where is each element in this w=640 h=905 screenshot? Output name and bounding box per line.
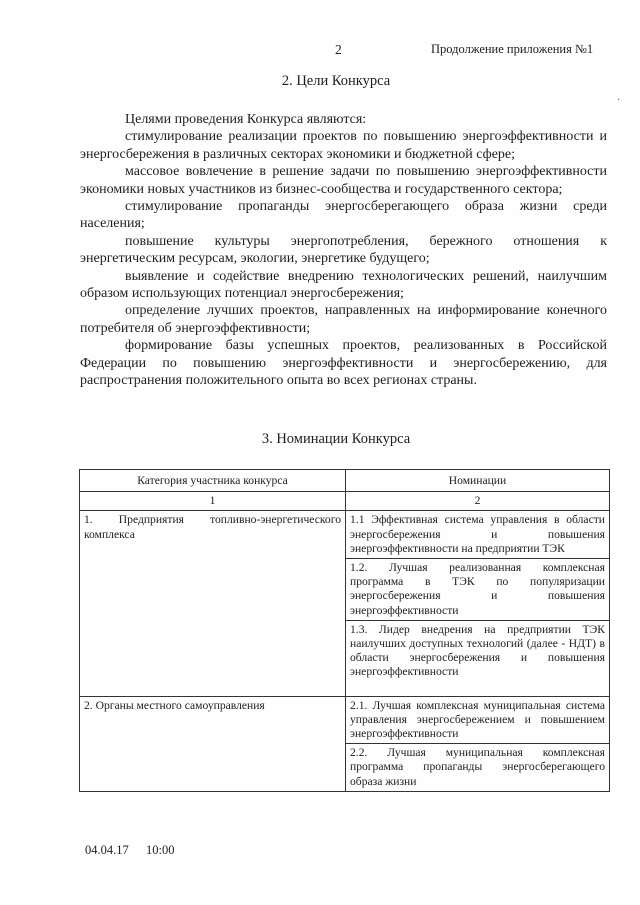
appendix-continuation-note: Продолжение приложения №1 [431,42,594,56]
nomination-cell: 1.3. Лидер внедрения на предприятии ТЭК наилучших доступных технологий (далее - НДТ) в области энергосбережения и повышения энергоэффективности [346,620,610,696]
goal-item: массовое вовлечение в решение задачи по повышению энергоэффективности экономики новых участников из бизнес-сообщества и государственного сектора; [80,164,607,197]
section-3-title: 3. Номинации Конкурса [261,431,411,447]
table-header-row [80,470,610,492]
goal-item: стимулирование пропаганды энергосберегающего образа жизни среди населения; [80,199,607,232]
table-column-number-row [80,492,610,511]
category-cell: 2. Органы местного самоуправления [80,696,346,791]
nomination-cell: 2.1. Лучшая комплексная муниципальная система управления энергосбережением и повышением энергоэффективности [346,696,610,744]
section-2-title: 2. Цели Конкурса [281,73,391,89]
table-row [80,511,610,559]
nomination-cell: 1.2. Лучшая реализованная комплексная программа в ТЭК по популяризации энергосбережения и повышения энергоэффективности [346,559,610,621]
scan-artifact-dot: · [617,95,621,106]
footer-time: 10:00 [146,843,175,857]
goal-item: выявление и содействие внедрению технологических решений, наилучшим образом использующих потенциал энергосбережения; [80,268,607,302]
goal-item: стимулирование реализации проектов по повышению энергоэффективности и энергосбережения в различных секторах экономики и бюджетной сфере; [80,129,607,162]
goal-item: повышение культуры энергопотребления, бережного отношения к энергетическим ресурсам, экологии, энергетике будущего; [80,233,607,267]
category-cell: 1. Предприятия топливно-энергетического комплекса [80,511,346,696]
nomination-cell: 2.2. Лучшая муниципальная комплексная программа пропаганды энергосберегающего образа жизни [346,744,610,792]
page-number: 2 [335,42,342,57]
nomination-cell: 1.1 Эффективная система управления в области энергосбережения и повышения энергоэффективности на предприятии ТЭК [346,511,610,559]
footer-date: 04.04.17 [85,843,129,857]
goal-item: определение лучших проектов, направленных на информирование конечного потребителя об энергоэффективности; [80,303,607,336]
goals-text-block [80,111,607,390]
table-row [80,696,610,744]
nominations-table [79,469,610,792]
header-nominations: Номинации [346,470,610,492]
goals-intro: Целями проведения Конкурса являются: [125,112,367,127]
goal-item: формирование базы успешных проектов, реализованных в Российской Федерации по повышению энергоэффективности и энергосбережению, для распространения положительного опыта во всех регионах страны. [80,338,607,389]
header-category: Категория участника конкурса [80,470,346,492]
column-number-2: 2 [346,492,610,511]
column-number-1: 1 [80,492,346,511]
